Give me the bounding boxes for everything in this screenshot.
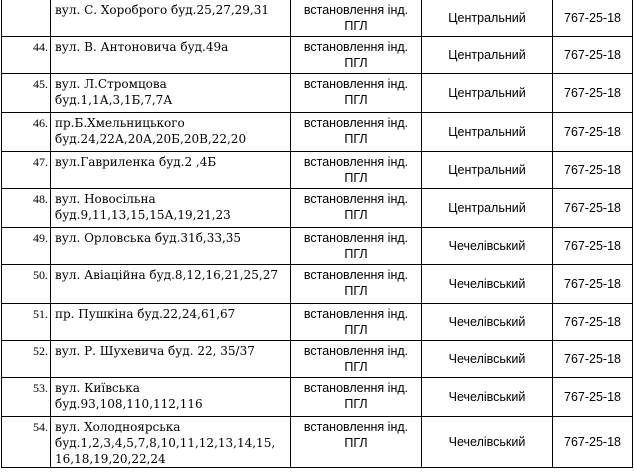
row-number: 51.: [2, 304, 51, 341]
work-type-cell: встановлення інд. ПГЛ: [291, 74, 422, 113]
phone-cell: 767-25-18: [553, 74, 633, 113]
address-cell: вул. Р. Шухевича буд. 22, 35/37: [51, 341, 291, 378]
table-body: [2, 0, 633, 468]
table-row: [2, 0, 633, 37]
district-cell: Центральний: [422, 0, 553, 37]
row-number: 52.: [2, 341, 51, 378]
work-type-cell: встановлення інд. ПГЛ: [291, 378, 422, 417]
phone-cell: 767-25-18: [553, 0, 633, 37]
row-number: 54.: [2, 417, 51, 468]
phone-cell: 767-25-18: [553, 152, 633, 189]
row-number: [2, 0, 51, 37]
table-row: [2, 228, 633, 265]
district-cell: Чечелівський: [422, 378, 553, 417]
table-row: [2, 189, 633, 228]
district-cell: Чечелівський: [422, 341, 553, 378]
row-number: 49.: [2, 228, 51, 265]
district-cell: Чечелівський: [422, 417, 553, 468]
phone-cell: 767-25-18: [553, 417, 633, 468]
row-number: 50.: [2, 265, 51, 304]
work-type-cell: встановлення інд. ПГЛ: [291, 37, 422, 74]
district-cell: Центральний: [422, 37, 553, 74]
district-cell: Центральний: [422, 189, 553, 228]
address-cell: вул. Холодноярська буд.1,2,3,4,5,7,8,10,11,12,13,14,15, 16,18,19,20,22,24: [51, 417, 291, 468]
district-cell: Чечелівський: [422, 304, 553, 341]
table-row: [2, 341, 633, 378]
row-number: 45.: [2, 74, 51, 113]
table-row: [2, 152, 633, 189]
row-number: 53.: [2, 378, 51, 417]
district-cell: Центральний: [422, 113, 553, 152]
work-type-cell: встановлення інд. ПГЛ: [291, 228, 422, 265]
work-type-cell: встановлення інд. ПГЛ: [291, 341, 422, 378]
table-row: [2, 417, 633, 468]
address-cell: вул. В. Антоновича буд.49а: [51, 37, 291, 74]
work-type-cell: встановлення інд. ПГЛ: [291, 189, 422, 228]
phone-cell: 767-25-18: [553, 304, 633, 341]
table-row: [2, 113, 633, 152]
phone-cell: 767-25-18: [553, 341, 633, 378]
table-row: [2, 37, 633, 74]
row-number: 48.: [2, 189, 51, 228]
phone-cell: 767-25-18: [553, 113, 633, 152]
district-cell: Чечелівський: [422, 228, 553, 265]
work-type-cell: встановлення інд. ПГЛ: [291, 265, 422, 304]
address-cell: вул. С. Хороброго буд.25,27,29,31: [51, 0, 291, 37]
district-cell: Центральний: [422, 152, 553, 189]
work-type-cell: встановлення інд. ПГЛ: [291, 113, 422, 152]
address-cell: вул. Л.Стромцова буд.1,1А,3,1Б,7,7А: [51, 74, 291, 113]
address-cell: вул. Авіаційна буд.8,12,16,21,25,27: [51, 265, 291, 304]
address-cell: вул. Київська буд.93,108,110,112,116: [51, 378, 291, 417]
work-type-cell: встановлення інд. ПГЛ: [291, 417, 422, 468]
district-cell: Центральний: [422, 74, 553, 113]
table-row: [2, 265, 633, 304]
address-cell: пр. Пушкіна буд.22,24,61,67: [51, 304, 291, 341]
work-type-cell: встановлення інд. ПГЛ: [291, 152, 422, 189]
table-row: [2, 304, 633, 341]
row-number: 46.: [2, 113, 51, 152]
row-number: 44.: [2, 37, 51, 74]
phone-cell: 767-25-18: [553, 228, 633, 265]
address-cell: вул. Орловська буд.31б,33,35: [51, 228, 291, 265]
phone-cell: 767-25-18: [553, 378, 633, 417]
table-row: [2, 378, 633, 417]
row-number: 47.: [2, 152, 51, 189]
address-cell: вул. Новосільна буд.9,11,13,15,15А,19,21,23: [51, 189, 291, 228]
work-type-cell: встановлення інд. ПГЛ: [291, 0, 422, 37]
phone-cell: 767-25-18: [553, 265, 633, 304]
addresses-table: [1, 0, 633, 468]
phone-cell: 767-25-18: [553, 37, 633, 74]
address-cell: пр.Б.Хмельницького буд.24,22А,20А,20Б,20В,22,20: [51, 113, 291, 152]
table-row: [2, 74, 633, 113]
address-cell: вул.Гавриленка буд.2 ,4Б: [51, 152, 291, 189]
district-cell: Чечелівський: [422, 265, 553, 304]
work-type-cell: встановлення інд. ПГЛ: [291, 304, 422, 341]
phone-cell: 767-25-18: [553, 189, 633, 228]
